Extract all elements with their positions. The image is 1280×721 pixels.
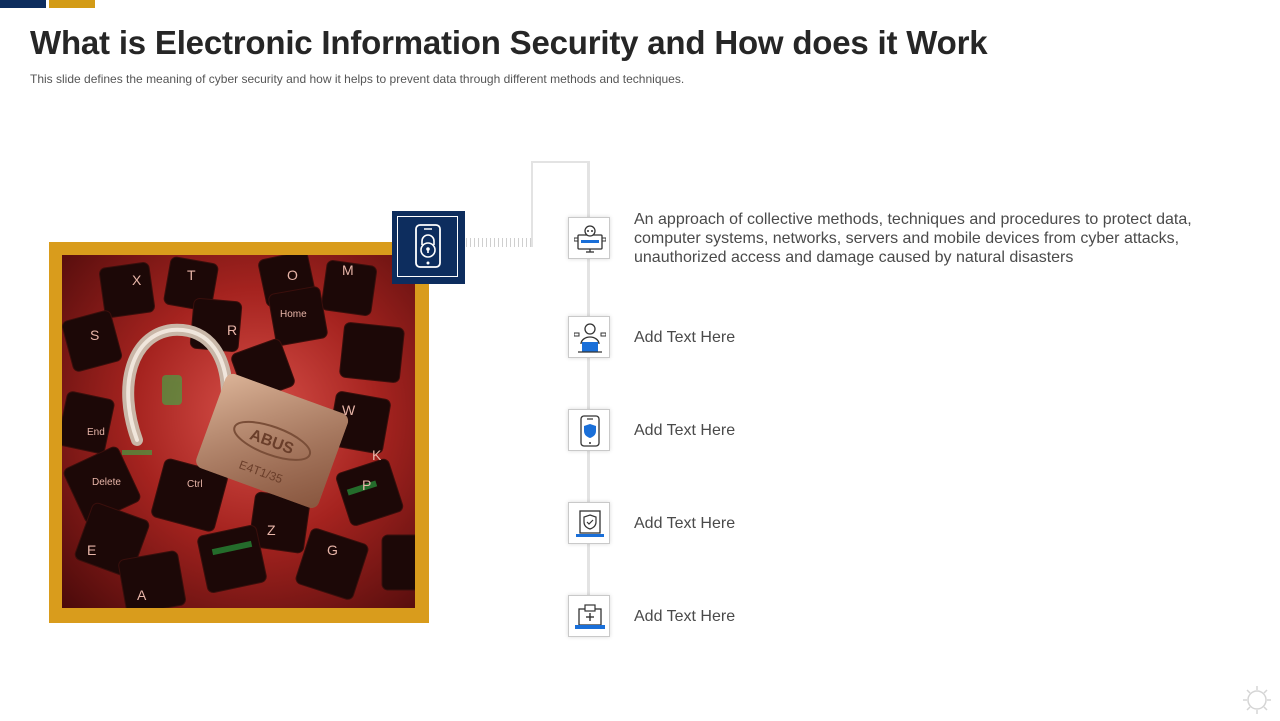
- key-label: M: [342, 262, 354, 278]
- connector-line: [531, 161, 590, 163]
- key-label: G: [327, 542, 338, 558]
- step-5-icon-box: [568, 595, 610, 637]
- step-1-icon-box: [568, 217, 610, 259]
- key-label: T: [187, 267, 196, 283]
- step-4-icon-box: [568, 502, 610, 544]
- key-label: Z: [267, 522, 276, 538]
- key-label: End: [87, 427, 105, 438]
- key-label: W: [342, 402, 356, 418]
- key-label: R: [227, 322, 238, 338]
- connector-line: [531, 161, 533, 247]
- step-3-text: Add Text Here: [634, 422, 736, 439]
- watermark-gear-icon: [1240, 684, 1274, 721]
- key-label: O: [287, 267, 298, 283]
- key-label: K: [372, 447, 382, 463]
- step-5-text: Add Text Here: [634, 608, 736, 625]
- key-label: Ctrl: [187, 479, 203, 490]
- key-label: A: [137, 587, 147, 603]
- key-label: X: [132, 272, 142, 288]
- step-3-icon-box: [568, 409, 610, 451]
- page-title: What is Electronic Information Security and How does it Work: [30, 24, 988, 61]
- page-subtitle: This slide defines the meaning of cyber security and how it helps to prevent data through different methods and techniques.: [30, 72, 685, 86]
- key-label: P: [362, 477, 372, 493]
- key-label: E: [87, 542, 97, 558]
- step-4-text: Add Text Here: [634, 515, 736, 532]
- lock-model-text: E4T1/35: [237, 457, 285, 487]
- photo-frame: [49, 242, 429, 623]
- step-1-text: An approach of collective methods, techniques and procedures to protect data, computer systems, networks, servers and mobile devices from cyber attacks, unauthorized access and damage caused by natural disasters: [634, 211, 1192, 266]
- mobile-lock-badge: [392, 211, 465, 284]
- padlock-keyboard-photo: [62, 255, 415, 608]
- badge-connector-dotted: [466, 238, 532, 247]
- key-label: Delete: [92, 477, 121, 488]
- accent-bar-navy: [0, 0, 46, 8]
- key-label: S: [90, 327, 100, 343]
- step-2-icon-box: [568, 316, 610, 358]
- key-label: Home: [280, 309, 307, 320]
- step-2-text: Add Text Here: [634, 329, 736, 346]
- accent-bar-gold: [49, 0, 95, 8]
- lock-brand-text: ABUS: [247, 426, 296, 459]
